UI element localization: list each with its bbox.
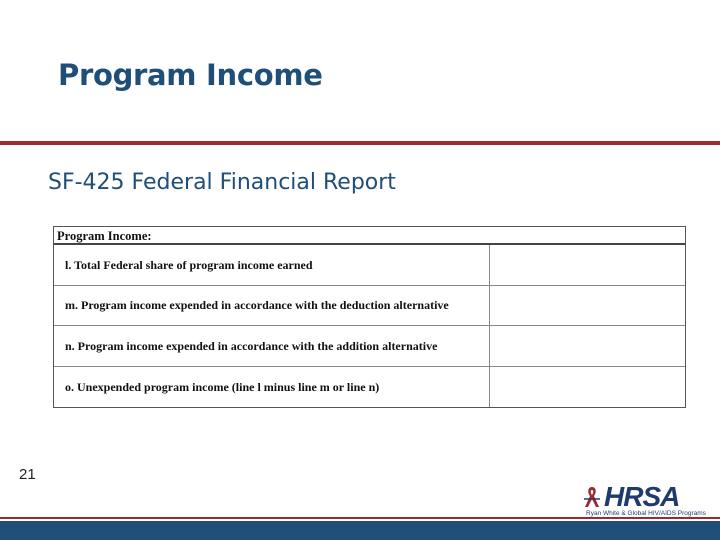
slide-title: Program Income — [58, 58, 323, 92]
slide-subtitle: SF-425 Federal Financial Report — [48, 170, 396, 195]
program-income-form — [53, 226, 686, 408]
row-label: m. Program income expended in accordance with the deduction alternative — [65, 298, 449, 313]
title-divider — [0, 141, 720, 145]
logo-wordmark: HRSA — [604, 481, 680, 512]
row-value-field — [489, 245, 685, 285]
ribbon-icon — [582, 485, 602, 509]
row-value-field — [489, 367, 685, 408]
row-label: l. Total Federal share of program income earned — [65, 257, 313, 272]
row-label: n. Program income expended in accordance with the addition alternative — [65, 338, 438, 353]
form-row-l — [54, 245, 685, 286]
slide-number: 21 — [19, 466, 36, 483]
logo-tagline: Ryan White & Global HIV/AIDS Programs — [586, 510, 706, 517]
footer-bar — [0, 521, 720, 540]
footer-divider — [0, 517, 720, 519]
form-row-m — [54, 286, 685, 327]
row-label: o. Unexpended program income (line l minus line m or line n) — [65, 379, 380, 394]
form-header: Program Income: — [54, 227, 685, 245]
row-value-field — [489, 286, 685, 326]
form-row-n — [54, 326, 685, 367]
hrsa-logo — [582, 483, 714, 521]
form-row-o — [54, 367, 685, 408]
row-value-field — [489, 326, 685, 366]
